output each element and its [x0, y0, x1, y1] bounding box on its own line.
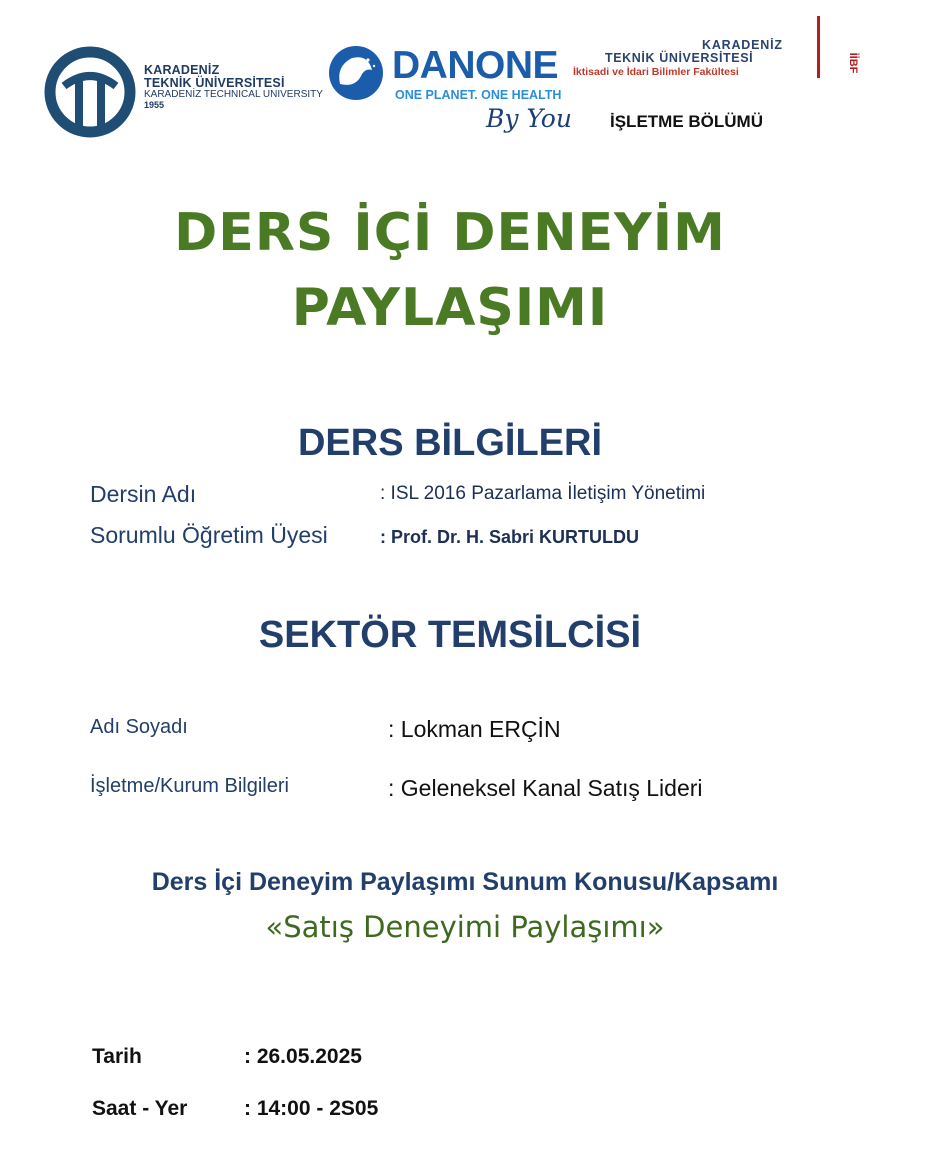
topic-heading: Ders İçi Deneyim Paylaşımı Sunum Konusu/Kapsamı: [151, 868, 779, 896]
ktu-emblem-icon: [44, 46, 136, 138]
rep-name-label: Adı Soyadı: [90, 716, 188, 738]
danone-head-icon: [326, 44, 386, 102]
instructor-value: : Prof. Dr. H. Sabri KURTULDU: [380, 527, 640, 547]
danone-byline: By You: [486, 104, 572, 133]
danone-tagline: ONE PLANET. ONE HEALTH: [395, 88, 562, 102]
svg-text:İİBF: İİBF: [847, 52, 859, 74]
page-title-line1: DERS İÇİ DENEYİM: [174, 203, 726, 263]
course-name-value: : ISL 2016 Pazarlama İletişim Yönetimi: [380, 483, 706, 504]
iibf-line1: KARADENİZ: [702, 38, 783, 52]
ktu-logo-text: [144, 64, 323, 110]
ktu-line4: 1955: [144, 99, 165, 110]
page-title-line2: PAYLAŞIMI: [291, 278, 609, 338]
ktu-line3: KARADENİZ TECHNICAL UNIVERSITY: [144, 89, 323, 101]
topic-value: «Satış Deneyimi Paylaşımı»: [265, 910, 665, 944]
rep-org-label: İşletme/Kurum Bilgileri: [90, 775, 289, 797]
time-place-label: Saat - Yer: [92, 1097, 188, 1120]
date-value: : 26.05.2025: [244, 1045, 362, 1068]
department-name: İŞLETME BÖLÜMÜ: [610, 112, 763, 131]
representative-heading: SEKTÖR TEMSİLCİSİ: [258, 614, 642, 656]
date-label: Tarih: [92, 1045, 142, 1068]
iibf-mark-icon: [822, 46, 859, 80]
instructor-label: Sorumlu Öğretim Üyesi: [90, 522, 328, 548]
time-place-value: : 14:00 - 2S05: [244, 1097, 379, 1120]
ktu-line2: TEKNİK ÜNİVERSİTESİ: [144, 76, 285, 91]
rep-name-value: : Lokman ERÇİN: [388, 716, 561, 742]
course-heading: DERS BİLGİLERİ: [297, 422, 603, 464]
iibf-line2: TEKNİK ÜNİVERSİTESİ: [605, 51, 754, 65]
ktu-line1: KARADENİZ: [144, 63, 220, 77]
iibf-line3: İktisadi ve İdari Bilimler Fakültesi: [573, 66, 739, 78]
iibf-divider: [817, 16, 820, 78]
danone-wordmark: DANONE: [392, 44, 559, 87]
rep-org-value: : Geleneksel Kanal Satış Lideri: [388, 775, 703, 801]
course-name-label: Dersin Adı: [90, 481, 197, 507]
